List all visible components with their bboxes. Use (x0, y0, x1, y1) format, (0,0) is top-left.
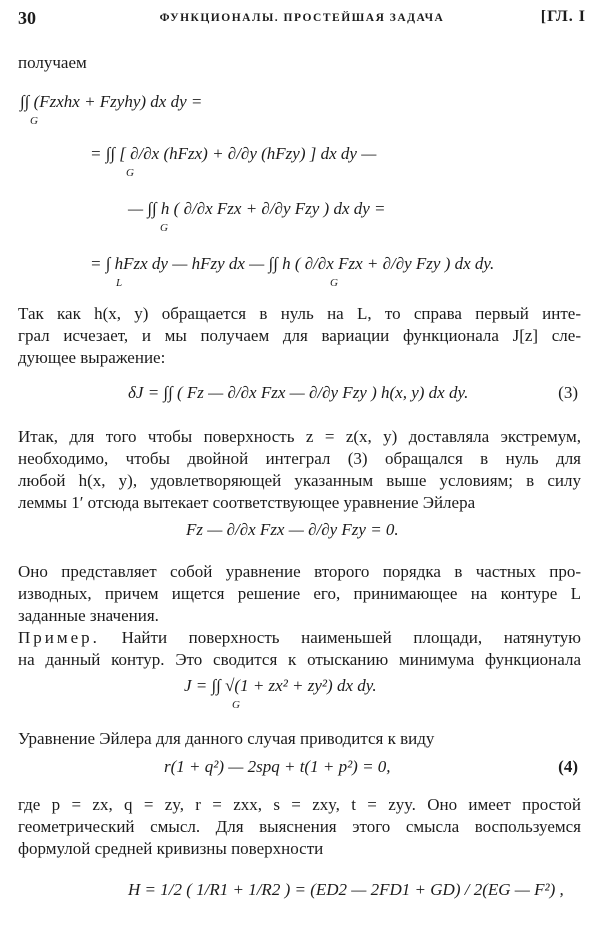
example-paragraph-line-2: на данный контур. Это сводится к отысканию минимума функционала (18, 650, 581, 669)
paragraph-6-line-1: где p = zx, q = zy, r = zxx, s = zxy, t = zyy. Оно имеет простой (18, 795, 581, 814)
example-label: Пример. (18, 628, 100, 647)
paragraph-2-line-3: любой h(x, y), удовлетворяющей указанным выше условиям; в силу (18, 471, 581, 490)
paragraph-3-line-1: Оно представляет собой уравнение второго порядка в частных про- (18, 562, 581, 581)
intro-text: получаем (18, 53, 87, 72)
paragraph-2-line-2: необходимо, чтобы двойной интеграл (3) обращался в нуль для (18, 449, 581, 468)
equation-line-3-domain: G (160, 222, 168, 234)
equation-number-3: (3) (558, 383, 578, 402)
paragraph-5: Уравнение Эйлера для данного случая приводится к виду (18, 729, 435, 748)
equation-line-4: = ∫ hFzx dy — hFzy dx — ∫∫ h ( ∂/∂x Fzx + ∂/∂y Fzy ) dx dy. (90, 254, 495, 273)
paragraph-3-line-3: заданные значения. (18, 606, 159, 625)
paragraph-6-line-3: формулой средней кривизны поверхности (18, 839, 324, 858)
running-header (18, 8, 586, 34)
equation-line-2: = ∫∫ [ ∂/∂x (hFzx) + ∂/∂y (hFzy) ] dx dy — (90, 144, 377, 163)
equation-line-3: — ∫∫ h ( ∂/∂x Fzx + ∂/∂y Fzy ) dx dy = (128, 199, 386, 218)
running-title: ФУНКЦИОНАЛЫ. ПРОСТЕЙШАЯ ЗАДАЧА (159, 12, 445, 24)
equation-line-2-domain: G (126, 167, 134, 179)
mean-curvature-formula: H = 1/2 ( 1/R1 + 1/R2 ) = (ED2 — 2FD1 + GD) / 2(EG — F²) , (128, 880, 564, 899)
paragraph-2-line-1: Итак, для того чтобы поверхность z = z(x, y) доставляла экстремум, (18, 427, 581, 446)
paragraph-1-line-1: Так как h(x, y) обращается в нуль на L, то справа первый инте- (18, 304, 581, 323)
equation-line-4-domain: G (330, 277, 338, 289)
equation-line-4-contour: L (116, 277, 123, 289)
minimal-surface-equation: r(1 + q²) — 2spq + t(1 + p²) = 0, (164, 757, 391, 776)
euler-equation: Fz — ∂/∂x Fzx — ∂/∂y Fzy = 0. (186, 520, 399, 539)
area-functional-equation: J = ∫∫ √(1 + zx² + zy²) dx dy. (184, 676, 377, 695)
paragraph-2-line-4: леммы 1′ отсюда вытекает соответствующее уравнение Эйлера (18, 493, 476, 512)
example-paragraph-line-1 (18, 627, 581, 649)
equation-line-1-domain: G (30, 115, 38, 127)
paragraph-3-line-2: изводных, причем ищется решение его, принимающее на контуре L (18, 584, 581, 603)
example-text: Найти поверхность наименьшей площади, натянутую (121, 628, 582, 647)
paragraph-1-line-2: грал исчезает, и мы получаем для вариации функционала J[z] сле- (18, 326, 581, 345)
paragraph-6-line-2: геометрический смысл. Для выяснения этого смысла воспользуемся (18, 817, 581, 836)
equation-number-4: (4) (558, 757, 578, 776)
area-functional-domain: G (232, 699, 240, 711)
paragraph-1-line-3: дующее выражение: (18, 348, 166, 367)
page-number: 30 (18, 8, 36, 28)
chapter-marker: [ГЛ. I (540, 8, 586, 25)
equation-line-1: ∫∫ (Fzxhx + Fzyhy) dx dy = (20, 92, 203, 111)
equation-variation: δJ = ∫∫ ( Fz — ∂/∂x Fzx — ∂/∂y Fzy ) h(x, y) dx dy. (128, 383, 469, 402)
